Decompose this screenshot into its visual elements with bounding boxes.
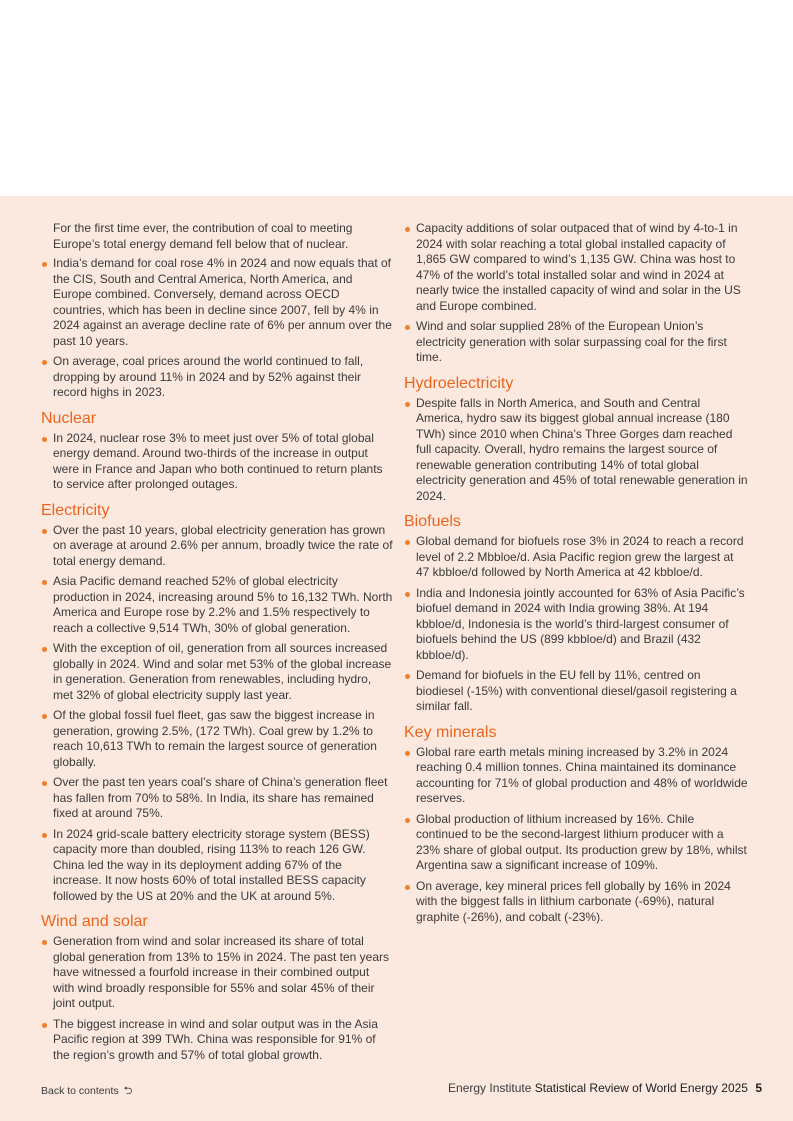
report-title: Statistical Review of World Energy 2025 — [534, 1081, 748, 1095]
back-to-contents-label: Back to contents — [41, 1085, 119, 1097]
running-footer — [448, 1081, 762, 1095]
list-item: On average, key mineral prices fell globally by 16% in 2024 with the biggest falls in lithium carbonate (-69%), natural graphite (-26%), and cobalt (-23%). — [404, 879, 748, 926]
publisher-name: Energy Institute — [448, 1081, 532, 1095]
wind-solar-bullet-list — [41, 934, 393, 1063]
list-item: Capacity additions of solar outpaced that of wind by 4-to-1 in 2024 with solar reaching a total global installed capacity of 1,865 GW compared to wind’s 1,135 GW. China was host to 47% of the world’s total installed solar and wind in 2024 at nearly twice the installed capacity of wind and solar in the US and Europe combined. — [404, 221, 748, 314]
biofuels-heading: Biofuels — [404, 513, 461, 530]
list-item: Of the global fossil fuel fleet, gas saw the biggest increase in generation, growing 2.5%, (172 TWh). Coal grew by 1.2% to reach 10,613 TWh to remain the largest source of generation globally. — [41, 708, 393, 770]
right-column — [404, 221, 748, 930]
list-item: In 2024 grid-scale battery electricity storage system (BESS) capacity more than doubled, rising 113% to reach 126 GW. China led the way in its deployment adding 67% of the increase. It now hosts 60% of total installed BESS capacity followed by the US at 20% and the UK at around 5%. — [41, 827, 393, 905]
return-arrow-icon: ⮌ — [123, 1085, 133, 1097]
key-minerals-bullet-list — [404, 745, 748, 926]
coal-bullet-list — [41, 256, 393, 401]
coal-intro-text: For the first time ever, the contribution of coal to meeting Europe’s total energy demand fell below that of nuclear. — [53, 221, 353, 251]
back-to-contents-link[interactable] — [41, 1082, 132, 1101]
list-item: On average, coal prices around the world continued to fall, dropping by around 11% in 2024 and by 52% against their record highs in 2023. — [41, 354, 393, 401]
left-column — [41, 221, 393, 1068]
list-item: Over the past 10 years, global electricity generation has grown on average at around 2.6% per annum, broadly twice the rate of total energy demand. — [41, 523, 393, 570]
list-item: Wind and solar supplied 28% of the European Union’s electricity generation with solar surpassing coal for the first time. — [404, 319, 748, 366]
list-item: India’s demand for coal rose 4% in 2024 and now equals that of the CIS, South and Central America, North America, and Europe combined. Conversely, demand across OECD countries, which has been in decline since 2007, fell by 4% in 2024 against an average decline rate of 6% per annum over the past 10 years. — [41, 256, 393, 349]
page-number: 5 — [755, 1081, 762, 1095]
electricity-bullet-list — [41, 523, 393, 905]
list-item: Generation from wind and solar increased its share of total global generation from 13% to 15% in 2024. The past ten years have witnessed a fourfold increase in their combined output with wind broadly responsible for 55% and solar 45% of their joint output. — [41, 934, 393, 1012]
list-item: With the exception of oil, generation from all sources increased globally in 2024. Wind and solar met 53% of the global increase in generation. Generation from renewables, including hydro, met 32% of global electricity supply last year. — [41, 641, 393, 703]
electricity-heading: Electricity — [41, 501, 110, 519]
list-item: Over the past ten years coal’s share of China’s generation fleet has fallen from 70% to 58%. In India, its share has remained fixed at around 75%. — [41, 775, 393, 822]
nuclear-heading: Nuclear — [41, 409, 97, 427]
hydro-heading: Hydroelectricity — [404, 374, 514, 392]
wind-solar-heading: Wind and solar — [41, 913, 148, 930]
list-item: In 2024, nuclear rose 3% to meet just over 5% of total global energy demand. Around two-thirds of the increase in output were in France and Japan who both continued to return plants to service after prolonged outages. — [41, 431, 393, 493]
list-item: Demand for biofuels in the EU fell by 11%, centred on biodiesel (-15%) with conventional diesel/gasoil registering a similar fall. — [404, 668, 748, 715]
list-item: India and Indonesia jointly accounted for 63% of Asia Pacific’s biofuel demand in 2024 with India growing 38%. At 194 kbbloe/d, Indonesia is the world’s third-largest consumer of biofuels behind the US (899 kbbloe/d) and Brazil (432 kbbloe/d). — [404, 586, 748, 664]
key-minerals-heading: Key minerals — [404, 723, 497, 741]
list-item: Global demand for biofuels rose 3% in 2024 to reach a record level of 2.2 Mbbloe/d. Asia Pacific region grew the largest at 47 kbbloe/d followed by North America at 42 kbbloe/d. — [404, 534, 748, 581]
list-item: Despite falls in North America, and South and Central America, hydro saw its biggest global annual increase (180 TWh) since 2010 when China’s Three Gorges dam reached full capacity. Overall, hydro remains the largest source of renewable generation contributing 14% of total global electricity generation and 45% of total renewable generation in 2024. — [404, 396, 748, 505]
biofuels-bullet-list — [404, 534, 748, 715]
list-item: Global rare earth metals mining increased by 3.2% in 2024 reaching 0.4 million tonnes. China maintained its dominance accounting for 71% of global production and 48% of worldwide reserves. — [404, 745, 748, 807]
list-item: The biggest increase in wind and solar output was in the Asia Pacific region at 399 TWh. China was responsible for 91% of the region’s growth and 57% of total global growth. — [41, 1017, 393, 1064]
list-item: Asia Pacific demand reached 52% of global electricity production in 2024, increasing around 5% to 16,132 TWh. North America and Europe rose by 2.2% and 1.5% respectively to reach a collective 9,514 TWh, 30% of global generation. — [41, 574, 393, 636]
list-item: Global production of lithium increased by 16%. Chile continued to be the second-largest lithium producer with a 23% share of global output. Its production grew by 18%, whilst Argentina saw a significant increase of 109%. — [404, 812, 748, 874]
wind-solar-continued-list — [404, 221, 748, 366]
page-top-blank — [0, 0, 793, 196]
nuclear-bullet-list — [41, 431, 393, 493]
hydro-bullet-list — [404, 396, 748, 505]
